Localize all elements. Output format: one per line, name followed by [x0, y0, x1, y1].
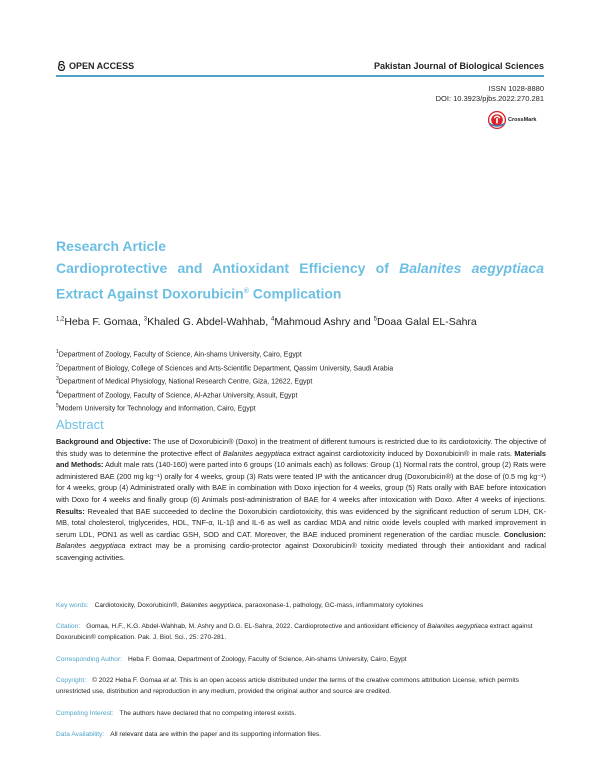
- doi: DOI: 10.3923/pjbs.2022.270.281: [435, 94, 544, 103]
- author-name: Khaled G. Abdel-Wahhab: [147, 316, 266, 328]
- author-name: Mahmoud Ashry: [274, 316, 351, 328]
- affiliation: [56, 388, 393, 402]
- keywords-text: Cardiotoxicity, Doxorubicin®,: [94, 602, 181, 609]
- abstract-label: Conclusion:: [503, 529, 546, 539]
- issn: ISSN 1028-8880: [488, 84, 544, 93]
- abstract-body: [56, 436, 546, 564]
- registered-mark: ®: [243, 288, 249, 295]
- species-name: Balanites aegyptiaca: [180, 602, 242, 609]
- affiliation-text: Department of Zoology, Faculty of Science, Ain-shams University, Cairo, Egypt: [58, 351, 302, 359]
- abstract-label: Materials and Methods:: [56, 448, 546, 470]
- competing-text: The authors have declared that no competing interest exists.: [119, 710, 297, 717]
- crossmark-label: CrossMark: [508, 117, 537, 123]
- abstract-text: extract may be a promising cardio-protector against Doxorubicin® toxicity mediated through their antioxidant and radical scavenging activities.: [56, 541, 546, 562]
- article-type: Research Article: [56, 238, 166, 254]
- data-availability-block: [56, 730, 546, 741]
- affiliation-sup: 3: [56, 376, 59, 383]
- crossmark-icon: [488, 111, 506, 129]
- author-separator: ,: [265, 316, 272, 328]
- article-title: [56, 257, 544, 306]
- author-sup: 1,2: [56, 316, 65, 323]
- keywords-label: Key words:: [56, 602, 89, 609]
- species-name: Balanites aegyptiaca: [427, 623, 488, 630]
- competing-label: Competing Interest:: [56, 710, 114, 717]
- abstract-label: Background and Objective:: [56, 437, 151, 446]
- affiliation: [56, 347, 393, 361]
- citation-text: extract against Doxorubicin® complication. Pak. J. Biol. Sci., 25: 270-281.: [56, 623, 533, 641]
- author-name: Doaa Galal EL-Sahra: [376, 316, 477, 328]
- citation-block: [56, 622, 546, 644]
- open-access-badge: [57, 61, 134, 71]
- affiliation-text: Department of Biology, College of Sciences and Arts-Scientific Department, Qassim University, Saudi Arabia: [58, 364, 394, 372]
- title-part: Complication: [248, 285, 342, 302]
- abstract-text: extract against cardiotoxicity induced by Doxorubicin® in male rats.: [290, 448, 515, 458]
- journal-name: Pakistan Journal of Biological Sciences: [373, 61, 544, 71]
- corresponding-author-block: [56, 655, 546, 666]
- affiliation: [56, 401, 393, 415]
- species-name: Balanites aegyptiaca: [222, 448, 291, 458]
- issn-doi-block: [436, 84, 544, 104]
- affiliation-list: [56, 347, 393, 415]
- affiliation: [56, 374, 393, 388]
- corresponding-text: Heba F. Gomaa, Department of Zoology, Faculty of Science, Ain-shams University, Cairo, Egypt: [127, 656, 407, 663]
- affiliation-sup: 5: [56, 403, 59, 410]
- abstract-text: Revealed that BAE succeeded to decline the Doxorubicin cardiotoxicity, this was evidenced by the significant reduction of serum LDH, CK-MB, total cholesterol, triglycerides, HDL, TNF-α, IL-1β and IL-6 as well as cardiac MDA and nitric oxide levels coupled with marked improvement in serum LDL, PON1 as well as cardiac GSH, SOD and CAT. Moreover, the BAE induced prominent regeneration of the cardiac muscle.: [56, 506, 546, 539]
- open-access-label: OPEN ACCESS: [69, 61, 135, 71]
- copyright-label: Copyright:: [56, 677, 87, 684]
- keywords-block: [56, 601, 546, 612]
- citation-text: Gomaa, H.F., K.G. Abdel-Wahhab, M. Ashry and D.G. EL-Sahra, 2022. Cardioprotective and antioxidant efficiency of: [86, 623, 428, 630]
- author-sup: 4: [271, 316, 275, 323]
- author-separator: ,: [137, 316, 144, 328]
- author-separator: and: [350, 316, 374, 328]
- copyright-text: © 2022 Heba F. Gomaa: [92, 677, 164, 684]
- competing-interest-block: [56, 709, 546, 720]
- copyright-etal: et al.: [163, 677, 178, 684]
- affiliation-text: Department of Medical Physiology, National Research Centre, Giza, 12622, Egypt: [58, 378, 313, 386]
- abstract-text: Adult male rats (140-160) were parted into 6 groups (10 animals each) as follows: Group (1) Normal rats the control, group (2) Rats were administered BAE (200 mg kg⁻¹) orally for 4 weeks, group (3) Rats were teated IP with the anticancer drug (Doxorubicin®) at the dose of (0.5 mg kg⁻¹) for 4 weeks, group (4) Administrated orally with BAE in combination with Doxo injection for 4 weeks, group (5) Rats orally with BAE before intoxication with Doxo for 4 weeks and finally group (6) Animals post-administration of BAE for 4 weeks after intoxication with Doxo. After 4 weeks of injections.: [56, 460, 546, 504]
- author-list: [56, 316, 477, 328]
- affiliation-text: Modern University for Technology and Information, Cairo, Egypt: [58, 405, 256, 413]
- affiliation-sup: 1: [56, 349, 59, 355]
- title-part: Extract Against Doxorubicin: [56, 285, 244, 302]
- abstract-heading: Abstract: [56, 417, 104, 432]
- citation-label: Citation:: [56, 623, 81, 630]
- title-part: Cardioprotective and Antioxidant Efficiency of: [56, 260, 400, 276]
- copyright-block: [56, 676, 546, 698]
- affiliation-text: Department of Zoology, Faculty of Science, Al-Azhar University, Assuit, Egypt: [58, 391, 298, 399]
- title-species: Balanites aegyptiaca: [399, 260, 544, 276]
- availability-text: All relevant data are within the paper and its supporting information files.: [110, 731, 322, 738]
- author-sup: 5: [373, 316, 377, 323]
- affiliation: [56, 361, 393, 375]
- crossmark-badge[interactable]: [488, 109, 544, 131]
- affiliation-sup: 4: [56, 389, 59, 396]
- availability-label: Data Availability:: [56, 731, 105, 738]
- abstract-label: Results:: [56, 506, 85, 516]
- species-name: Balanites aegyptiaca: [56, 541, 126, 551]
- author-name: Heba F. Gomaa: [64, 316, 138, 328]
- abstract-text: The use of Doxorubicin® (Doxo) in the treatment of different tumours is restricted due to its cardiotoxicity. The objective of this study was to determine the protective effect of: [56, 437, 546, 458]
- keywords-text: , paraoxonase-1, pathology, GC-mass, inflammatory cytokines: [241, 602, 424, 609]
- corresponding-label: Corresponding Author:: [56, 656, 122, 663]
- copyright-text: This is an open access article distributed under the terms of the creative commons attribution License, which permits unrestricted use, distribution and reproduction in any medium, provided the original author and source are credited.: [56, 677, 520, 695]
- affiliation-sup: 2: [56, 362, 59, 369]
- author-sup: 3: [143, 316, 148, 323]
- open-access-lock-icon: [57, 61, 66, 71]
